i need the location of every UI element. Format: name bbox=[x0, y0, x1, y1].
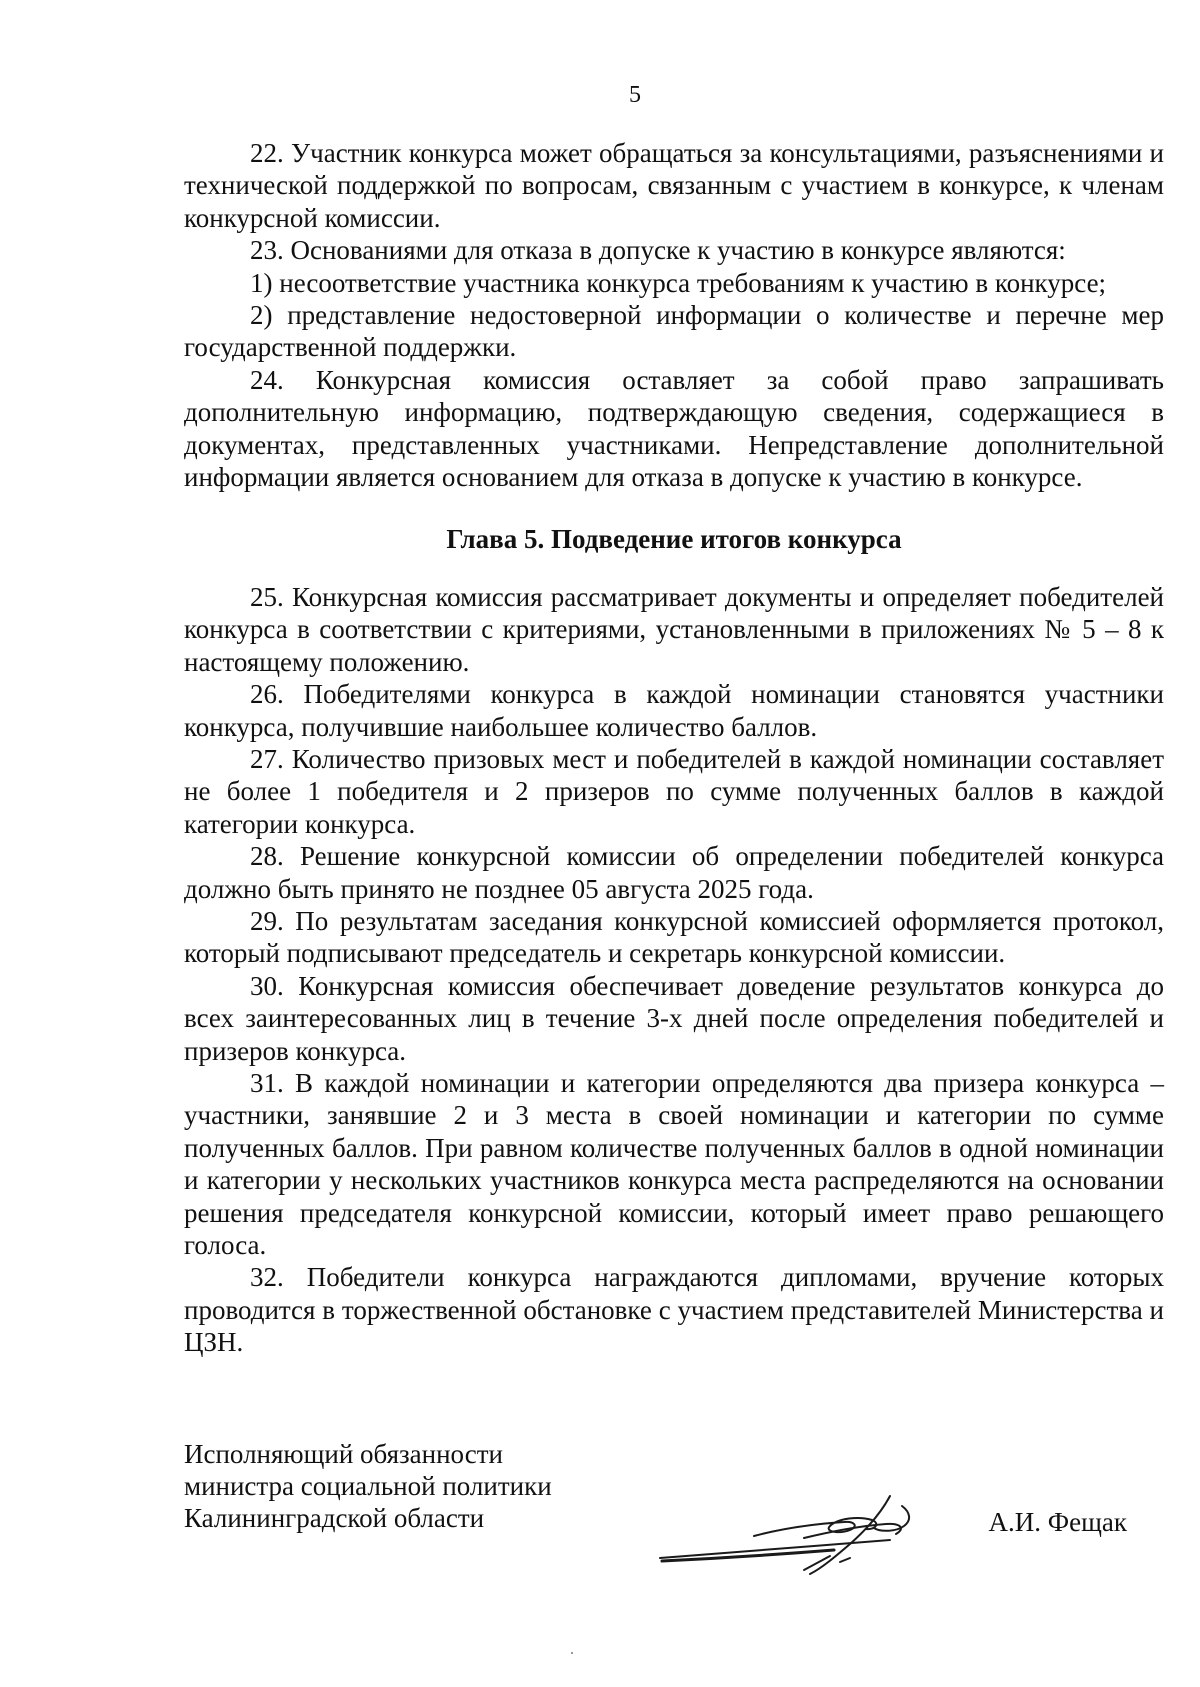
document-body bbox=[184, 137, 1164, 1359]
paragraph-28: 28. Решение конкурсной комиссии об определении победителей конкурса должно быть принято не позднее 05 августа 2025 года. bbox=[184, 841, 1164, 904]
signatory-name: А.И. Фещак bbox=[988, 1507, 1127, 1537]
scan-speck bbox=[571, 1652, 573, 1654]
signature-block bbox=[184, 1438, 1164, 1578]
paragraph-24: 24. Конкурсная комиссия оставляет за собой право запрашивать дополнительную информацию, подтверждающую сведения, содержащиеся в документах, представленных участниками. Непредставление дополнительной информации является основанием для отказа в допуске к участию в конкурсе. bbox=[184, 364, 1164, 493]
paragraph-32: 32. Победители конкурса награждаются дипломами, вручение которых проводится в торжественной обстановке с участием представителей Министерства и ЦЗН. bbox=[184, 1262, 1164, 1358]
chapter-heading: Глава 5. Подведение итогов конкурса bbox=[446, 524, 902, 555]
paragraph-23-item-1: 1) несоответствие участника конкурса требованиям к участию в конкурсе; bbox=[250, 267, 1107, 298]
paragraph-22: 22. Участник конкурса может обращаться за консультациями, разъяснениями и технической поддержкой по вопросам, связанным с участием в конкурсе, к членам конкурсной комиссии. bbox=[184, 138, 1164, 233]
handwritten-signature bbox=[654, 1466, 944, 1576]
paragraph-29: 29. По результатам заседания конкурсной комиссией оформляется протокол, который подписывают председатель и секретарь конкурсной комиссии. bbox=[184, 905, 1164, 969]
paragraph-30: 30. Конкурсная комиссия обеспечивает доведение результатов конкурса до всех заинтересованных лиц в течение 3-х дней после определения победителей и призеров конкурса. bbox=[184, 970, 1164, 1066]
signatory-position-line: Калининградской области bbox=[184, 1503, 485, 1533]
paragraph-27: 27. Количество призовых мест и победителей в каждой номинации составляет не более 1 победителя и 2 призеров по сумме полученных баллов в каждой категории конкурса. bbox=[184, 743, 1164, 839]
paragraph-26: 26. Победителями конкурса в каждой номинации становятся участники конкурса, получившие наибольшее количество баллов. bbox=[184, 679, 1164, 742]
signatory-position-line: Исполняющий обязанности bbox=[184, 1439, 503, 1469]
paragraph-25: 25. Конкурсная комиссия рассматривает документы и определяет победителей конкурса в соответствии с критериями, установленными в приложениях № 5 – 8 к настоящему положению. bbox=[184, 581, 1164, 677]
paragraph-23: 23. Основаниями для отказа в допуске к участию в конкурсе являются: bbox=[250, 235, 1066, 266]
page-number: 5 bbox=[629, 82, 641, 108]
signatory-position bbox=[184, 1438, 552, 1534]
paragraph-23-item-2: 2) представление недостоверной информации о количестве и перечне мер государственной поддержки. bbox=[184, 300, 1164, 363]
signatory-position-line: министра социальной политики bbox=[184, 1471, 552, 1501]
paragraph-31: 31. В каждой номинации и категории определяются два призера конкурса – участники, занявшие 2 и 3 места в своей номинации и категории по сумме полученных баллов. При равном количестве полученных баллов в одной номинации и категории у нескольких участников конкурса места распределяются на основании решения председателя конкурсной комиссии, который имеет право решающего голоса. bbox=[184, 1067, 1164, 1260]
